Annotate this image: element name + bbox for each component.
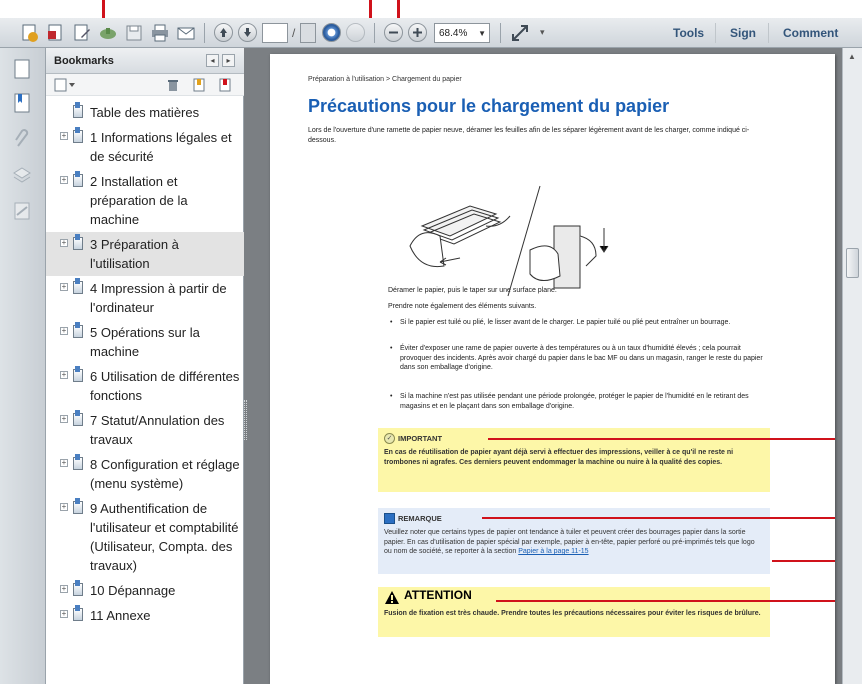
new-bookmark-icon[interactable]	[192, 78, 206, 92]
toolbar-separator	[500, 23, 501, 43]
toolbar-separator	[715, 23, 716, 43]
document-page	[270, 54, 835, 684]
attention-heading: ATTENTION	[404, 588, 472, 602]
bookmarks-panel	[46, 48, 244, 684]
check-circle-icon: ✓	[384, 433, 395, 444]
page-count-field	[300, 23, 316, 43]
expand-toggle-icon[interactable]: +	[61, 414, 67, 423]
delete-bookmark-icon[interactable]	[166, 78, 180, 92]
bookmarks-toolbar	[46, 74, 244, 96]
bookmark-item[interactable]	[46, 364, 244, 408]
step-text: Déramer le papier, puis le taper sur une surface plane.	[388, 287, 557, 294]
callout-line-bookmarks	[102, 0, 105, 18]
page-title: Précautions pour le chargement du papier	[308, 96, 670, 116]
bookmark-label: 3 Préparation à l'utilisation	[90, 237, 179, 271]
bookmark-label: 6 Utilisation de différentes fonctions	[90, 369, 240, 403]
bookmark-page-icon	[73, 413, 83, 426]
intro-paragraph: Lors de l'ouverture d'une ramette de papier neuve, déramer les feuilles afin de les séparer légèrement avant de les charger, comme indiqué ci-dessous.	[308, 127, 750, 144]
bookmark-page-icon	[73, 281, 83, 294]
bookmarks-panel-header	[46, 48, 244, 74]
zoom-out-button[interactable]	[384, 23, 403, 42]
bullet-item: • Si le papier est tuilé ou plié, le lisser avant de le charger. Le papier tuilé ou plié peut entraîner un bourrage.	[388, 318, 768, 328]
bookmark-label: 8 Configuration et réglage (menu système)	[90, 457, 240, 491]
zoom-level-value: 68.4%	[439, 28, 468, 39]
bookmark-page-icon	[73, 237, 83, 250]
note-intro-text: Prendre note également des éléments suivants.	[388, 303, 537, 310]
fullscreen-icon[interactable]	[510, 23, 530, 43]
expand-panel-button[interactable]: ▸	[222, 54, 235, 67]
bookmarks-panel-title: Bookmarks	[54, 55, 114, 67]
bookmarks-list	[46, 100, 244, 628]
expand-toggle-icon[interactable]: +	[61, 282, 67, 291]
bookmark-page-icon	[73, 105, 83, 118]
bookmark-page-icon	[73, 457, 83, 470]
bookmark-page-icon	[73, 501, 83, 514]
bookmark-page-icon	[73, 583, 83, 596]
expand-toggle-icon[interactable]: +	[61, 238, 67, 247]
toolbar-separator	[768, 23, 769, 43]
next-page-button[interactable]	[238, 23, 257, 42]
bookmark-item[interactable]	[46, 232, 244, 276]
scroll-thumb[interactable]	[846, 248, 859, 278]
page-number-input[interactable]	[262, 23, 288, 43]
note-text	[384, 528, 764, 557]
note-page-link[interactable]: Papier à la page 11-15	[518, 548, 589, 555]
important-heading: IMPORTANT	[398, 434, 443, 443]
vertical-scrollbar[interactable]	[842, 48, 862, 684]
zoom-level-select[interactable]	[434, 23, 490, 43]
bookmark-item[interactable]	[46, 320, 244, 364]
bookmark-item[interactable]	[46, 276, 244, 320]
bookmark-item[interactable]	[46, 408, 244, 452]
expand-toggle-icon[interactable]: +	[61, 175, 67, 184]
email-icon[interactable]	[176, 23, 196, 43]
bookmark-item[interactable]	[46, 603, 244, 628]
bookmark-label: 5 Opérations sur la machine	[90, 325, 200, 359]
panel-splitter[interactable]	[244, 48, 270, 684]
bookmark-item[interactable]	[46, 578, 244, 603]
cloud-icon[interactable]	[98, 23, 118, 43]
bookmark-options-icon[interactable]	[54, 78, 76, 92]
splitter-grip[interactable]	[244, 400, 247, 440]
page-separator: /	[292, 26, 296, 40]
expand-toggle-icon[interactable]: +	[61, 502, 67, 511]
expand-toggle-icon[interactable]: +	[61, 458, 67, 467]
bullet-item: • Éviter d'exposer une rame de papier ouverte à des températures ou à un taux d'humidité élevés ; cela pourrait provoquer des incidents. Après avoir chargé du papier dans le bac MF ou dans un magasin, ranger le reste du papier dans son emballage d'origine.	[388, 344, 768, 373]
attention-box	[378, 587, 770, 637]
document-view	[270, 48, 842, 684]
bookmark-label: 11 Annexe	[90, 608, 151, 623]
bookmark-item[interactable]	[46, 125, 244, 169]
attachments-icon[interactable]	[12, 128, 32, 150]
note-body: Veuillez noter que certains types de papier ont tendance à tuiler et peuvent créer des bourrages papier dans la sortie papier. En cas d'utilisation de papier spécial par exemple, papier à en-tête, papier perforé ou pré-imprimés tels que logo ou nom de société, se reporter à la section	[384, 529, 755, 555]
callout-line-important	[488, 438, 835, 440]
note-heading: REMARQUE	[398, 514, 442, 523]
callout-line-nav-next	[397, 0, 400, 18]
next-view-button[interactable]	[346, 23, 365, 42]
bookmark-label: 9 Authentification de l'utilisateur et comptabilité (Utilisateur, Compta. des travaux)	[90, 501, 239, 573]
expand-toggle-icon[interactable]: +	[61, 584, 67, 593]
save-icon[interactable]	[124, 23, 144, 43]
layers-icon[interactable]	[12, 164, 32, 186]
paper-loading-illustration	[400, 166, 640, 306]
print-icon[interactable]	[150, 23, 170, 43]
toolbar-separator	[204, 23, 205, 43]
callout-line-attention	[496, 600, 835, 602]
navigation-rail	[0, 48, 46, 684]
toolbar-separator	[374, 23, 375, 43]
expand-toggle-icon[interactable]: +	[61, 609, 67, 618]
scroll-up-arrow[interactable]: ▲	[848, 52, 856, 61]
expand-toggle-icon[interactable]: +	[61, 131, 67, 140]
expand-toggle-icon[interactable]: +	[61, 326, 67, 335]
bookmark-item[interactable]	[46, 452, 244, 496]
important-text: En cas de réutilisation de papier ayant déjà servi à effectuer des impressions, veiller à ce qu'il ne reste ni trombones ni agrafes. Ces derniers peuvent endommager la machine ou nuire à la qualité des copies.	[384, 449, 734, 466]
bookmark-label: 7 Statut/Annulation des travaux	[90, 413, 225, 447]
signatures-icon[interactable]	[12, 200, 32, 222]
bookmark-page-icon	[73, 325, 83, 338]
bookmark-label: Table des matières	[90, 105, 200, 120]
collapse-panel-button[interactable]: ◂	[206, 54, 219, 67]
export-pdf-icon[interactable]	[46, 23, 66, 43]
bookmark-page-icon	[73, 608, 83, 621]
previous-view-button[interactable]	[322, 23, 341, 42]
expand-bookmark-icon[interactable]	[218, 78, 232, 92]
expand-toggle-icon[interactable]: +	[61, 370, 67, 379]
bookmark-page-icon	[73, 369, 83, 382]
bookmarks-icon[interactable]	[12, 92, 32, 114]
attention-text: Fusion de fixation est très chaude. Prendre toutes les précautions nécessaires pour éviter les risques de brûlure.	[384, 610, 761, 617]
bookmark-item[interactable]	[46, 100, 244, 125]
bullet-item: • Si la machine n'est pas utilisée pendant une période prolongée, protéger le papier de l'humidité en le retirant des magasins et en le plaçant dans son emballage d'origine.	[388, 392, 768, 411]
bookmark-label: 2 Installation et préparation de la machine	[90, 174, 188, 227]
bookmark-item[interactable]	[46, 496, 244, 578]
callout-line-link	[772, 560, 835, 562]
edit-pdf-icon[interactable]	[72, 23, 92, 43]
main-toolbar	[0, 18, 862, 48]
bookmark-label: 4 Impression à partir de l'ordinateur	[90, 281, 227, 315]
chevron-down-icon: ▼	[478, 29, 486, 38]
tools-link[interactable]: Tools	[673, 26, 705, 40]
bookmark-label: 10 Dépannage	[90, 583, 176, 598]
previous-page-button[interactable]	[214, 23, 233, 42]
bookmark-page-icon	[73, 174, 83, 187]
sign-link[interactable]: Sign	[730, 26, 756, 40]
callout-line-nav-prev	[369, 0, 372, 18]
customize-toolbar-icon[interactable]: ▾	[540, 27, 545, 37]
page-thumbnails-icon[interactable]	[12, 58, 32, 80]
create-pdf-icon[interactable]	[20, 23, 40, 43]
zoom-in-button[interactable]	[408, 23, 427, 42]
page-breadcrumb: Préparation à l'utilisation > Chargement du papier	[308, 76, 462, 83]
bookmark-item[interactable]	[46, 169, 244, 232]
comment-link[interactable]: Comment	[783, 26, 839, 40]
callout-line-note	[482, 517, 835, 519]
bookmark-page-icon	[73, 130, 83, 143]
bookmark-label: 1 Informations légales et de sécurité	[90, 130, 232, 164]
